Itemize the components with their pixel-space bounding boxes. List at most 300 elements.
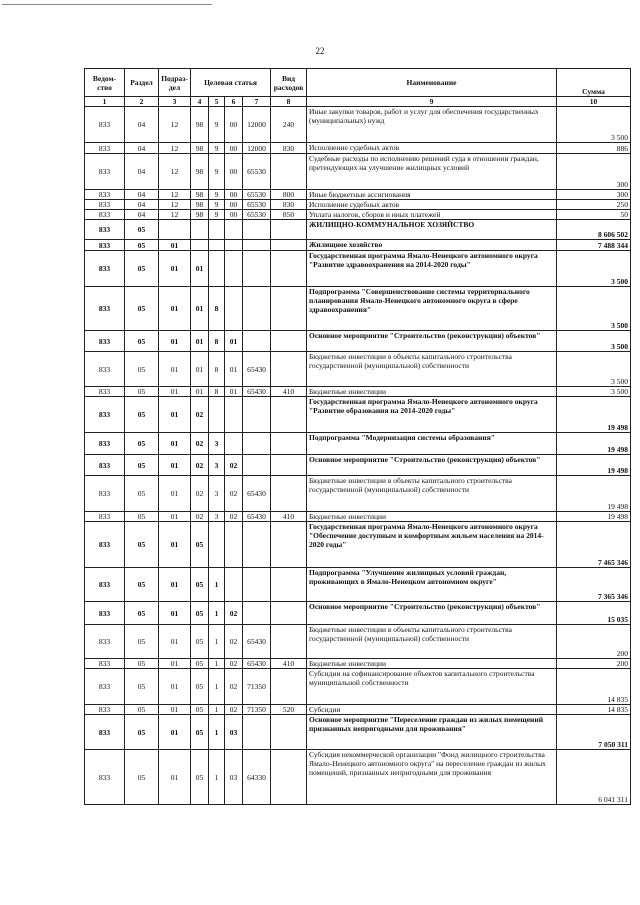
cell-vid-rashodov <box>271 287 307 331</box>
cell-celevaya-4 <box>243 220 271 240</box>
table-row <box>85 397 631 433</box>
cell-vid-rashodov <box>271 220 307 240</box>
cell-naimenovanie: Подпрограмма "Улучшение жилищных условий граждан, проживающих в Ямало-Ненецком автономном округе" <box>307 568 557 602</box>
cell-vid-rashodov <box>271 397 307 433</box>
cell-naimenovanie: Исполнение судебных актов <box>307 143 557 154</box>
cell-celevaya-1: 98 <box>191 154 209 190</box>
cell-razdel: 05 <box>125 669 159 705</box>
cell-summa: 250 <box>557 200 631 210</box>
cell-vedomstvo: 833 <box>85 476 125 512</box>
cell-celevaya-4: 12000 <box>243 107 271 143</box>
col-number: 1 <box>85 97 125 107</box>
cell-podrazdel: 01 <box>159 397 191 433</box>
cell-vid-rashodov <box>271 433 307 455</box>
cell-podrazdel: 12 <box>159 143 191 154</box>
cell-podrazdel: 12 <box>159 154 191 190</box>
page-number: 22 <box>315 46 325 56</box>
cell-vedomstvo: 833 <box>85 397 125 433</box>
cell-podrazdel: 01 <box>159 750 191 805</box>
cell-celevaya-2: 8 <box>209 287 225 331</box>
cell-razdel: 04 <box>125 200 159 210</box>
table-row <box>85 190 631 200</box>
table-row <box>85 331 631 352</box>
cell-vedomstvo: 833 <box>85 240 125 251</box>
cell-naimenovanie: Бюджетные инвестиции <box>307 387 557 397</box>
cell-podrazdel: 12 <box>159 107 191 143</box>
cell-summa: 6 041 311 <box>557 750 631 805</box>
cell-celevaya-4 <box>243 602 271 625</box>
cell-celevaya-3 <box>225 287 243 331</box>
cell-celevaya-1: 02 <box>191 455 209 476</box>
table-row <box>85 433 631 455</box>
col-number: 9 <box>307 97 557 107</box>
cell-summa: 200 <box>557 659 631 669</box>
cell-razdel: 05 <box>125 352 159 387</box>
cell-celevaya-4: 71350 <box>243 705 271 715</box>
cell-celevaya-2 <box>209 240 225 251</box>
cell-celevaya-2: 1 <box>209 669 225 705</box>
cell-razdel: 05 <box>125 750 159 805</box>
cell-celevaya-3: 02 <box>225 625 243 659</box>
cell-vid-rashodov: 410 <box>271 387 307 397</box>
cell-celevaya-1: 05 <box>191 602 209 625</box>
cell-naimenovanie: ЖИЛИЩНО-КОММУНАЛЬНОЕ ХОЗЯЙСТВО <box>307 220 557 240</box>
cell-celevaya-4: 65530 <box>243 210 271 220</box>
cell-razdel: 05 <box>125 220 159 240</box>
cell-celevaya-4 <box>243 251 271 287</box>
cell-naimenovanie: Бюджетные инвестиции в объекты капитального строительства государственной (муниципальной) собственности <box>307 625 557 659</box>
cell-celevaya-1 <box>191 240 209 251</box>
cell-celevaya-3 <box>225 240 243 251</box>
table-header-row <box>85 69 631 97</box>
cell-celevaya-2: 1 <box>209 750 225 805</box>
table-row <box>85 625 631 659</box>
cell-vedomstvo: 833 <box>85 522 125 568</box>
cell-vedomstvo: 833 <box>85 251 125 287</box>
cell-summa: 300 <box>557 154 631 190</box>
col-number: 5 <box>209 97 225 107</box>
cell-summa: 886 <box>557 143 631 154</box>
cell-celevaya-2: 8 <box>209 387 225 397</box>
cell-celevaya-4: 65430 <box>243 476 271 512</box>
cell-vid-rashodov: 830 <box>271 200 307 210</box>
cell-podrazdel: 01 <box>159 659 191 669</box>
cell-naimenovanie: Государственная программа Ямало-Ненецкого автономного округа "Развитие здравоохранения на 2014-2020 годы" <box>307 251 557 287</box>
cell-podrazdel: 12 <box>159 200 191 210</box>
cell-celevaya-1: 98 <box>191 143 209 154</box>
cell-razdel: 04 <box>125 143 159 154</box>
table-row <box>85 287 631 331</box>
cell-vedomstvo: 833 <box>85 750 125 805</box>
cell-celevaya-2: 3 <box>209 455 225 476</box>
cell-vedomstvo: 833 <box>85 210 125 220</box>
cell-podrazdel: 01 <box>159 625 191 659</box>
cell-razdel: 05 <box>125 512 159 522</box>
col-number: 3 <box>159 97 191 107</box>
cell-naimenovanie: Бюджетные инвестиции в объекты капитального строительства государственной (муниципальной) собственности <box>307 476 557 512</box>
cell-razdel: 05 <box>125 331 159 352</box>
cell-vedomstvo: 833 <box>85 331 125 352</box>
cell-celevaya-1: 05 <box>191 625 209 659</box>
cell-celevaya-1: 05 <box>191 715 209 750</box>
cell-vedomstvo: 833 <box>85 287 125 331</box>
table-row <box>85 669 631 705</box>
cell-vid-rashodov <box>271 750 307 805</box>
cell-celevaya-2: 9 <box>209 154 225 190</box>
cell-vedomstvo: 833 <box>85 154 125 190</box>
cell-vid-rashodov <box>271 331 307 352</box>
cell-celevaya-1: 05 <box>191 659 209 669</box>
cell-razdel: 05 <box>125 715 159 750</box>
cell-podrazdel: 01 <box>159 352 191 387</box>
budget-table <box>84 68 631 805</box>
cell-summa: 200 <box>557 625 631 659</box>
cell-summa: 7 050 311 <box>557 715 631 750</box>
cell-naimenovanie: Субсидии <box>307 705 557 715</box>
cell-razdel: 05 <box>125 397 159 433</box>
table-row <box>85 154 631 190</box>
cell-razdel: 04 <box>125 154 159 190</box>
cell-celevaya-3 <box>225 220 243 240</box>
cell-naimenovanie: Судебные расходы по исполнению решений суда в отношении граждан, претендующих на улучшение жилищных условий <box>307 154 557 190</box>
cell-vid-rashodov <box>271 625 307 659</box>
cell-celevaya-2: 1 <box>209 568 225 602</box>
cell-celevaya-1: 05 <box>191 750 209 805</box>
cell-vedomstvo: 833 <box>85 602 125 625</box>
cell-podrazdel: 01 <box>159 476 191 512</box>
header-vid-rashodov: Вид расходов <box>271 69 307 97</box>
cell-vid-rashodov: 240 <box>271 107 307 143</box>
cell-razdel: 05 <box>125 387 159 397</box>
cell-vedomstvo: 833 <box>85 200 125 210</box>
cell-podrazdel: 01 <box>159 602 191 625</box>
cell-summa: 19 498 <box>557 512 631 522</box>
cell-celevaya-4: 65430 <box>243 512 271 522</box>
cell-razdel: 05 <box>125 659 159 669</box>
cell-celevaya-3: 02 <box>225 455 243 476</box>
cell-summa: 15 035 <box>557 602 631 625</box>
cell-naimenovanie: Подпрограмма "Модернизация системы образования" <box>307 433 557 455</box>
col-number: 8 <box>271 97 307 107</box>
cell-celevaya-2: 1 <box>209 715 225 750</box>
table-row <box>85 220 631 240</box>
cell-podrazdel: 12 <box>159 190 191 200</box>
cell-vid-rashodov <box>271 352 307 387</box>
cell-naimenovanie: Государственная программа Ямало-Ненецкого автономного округа "Развитие образования на 2014-2020 годы" <box>307 397 557 433</box>
cell-celevaya-2: 9 <box>209 190 225 200</box>
table-row <box>85 715 631 750</box>
cell-vid-rashodov <box>271 522 307 568</box>
cell-razdel: 05 <box>125 240 159 251</box>
cell-naimenovanie: Жилищное хозяйство <box>307 240 557 251</box>
cell-razdel: 05 <box>125 625 159 659</box>
cell-vedomstvo: 833 <box>85 352 125 387</box>
cell-celevaya-1: 05 <box>191 705 209 715</box>
cell-summa: 19 498 <box>557 455 631 476</box>
cell-vid-rashodov <box>271 476 307 512</box>
header-summa: Сумма <box>557 69 631 97</box>
cell-summa: 3 500 <box>557 251 631 287</box>
cell-vedomstvo: 833 <box>85 512 125 522</box>
table-row <box>85 602 631 625</box>
table-row <box>85 455 631 476</box>
cell-celevaya-3: 02 <box>225 602 243 625</box>
cell-celevaya-2: 1 <box>209 602 225 625</box>
cell-naimenovanie: Субсидия некоммерческой организации "Фонд жилищного строительства Ямало-Ненецкого автономного округа" на переселение граждан из жилых помещений, признанных непригодными для проживания <box>307 750 557 805</box>
cell-celevaya-3: 02 <box>225 659 243 669</box>
cell-vedomstvo: 833 <box>85 433 125 455</box>
column-numbers-row <box>85 97 631 107</box>
cell-vid-rashodov: 800 <box>271 190 307 200</box>
cell-podrazdel: 01 <box>159 669 191 705</box>
cell-vid-rashodov: 850 <box>271 210 307 220</box>
table-row <box>85 200 631 210</box>
header-vedomstvo: Ведом-ство <box>85 69 125 97</box>
cell-celevaya-2: 1 <box>209 659 225 669</box>
table-row <box>85 750 631 805</box>
cell-vid-rashodov <box>271 251 307 287</box>
cell-celevaya-3: 00 <box>225 210 243 220</box>
cell-naimenovanie: Бюджетные инвестиции <box>307 512 557 522</box>
table-row <box>85 251 631 287</box>
cell-celevaya-1: 05 <box>191 568 209 602</box>
cell-summa: 19 498 <box>557 476 631 512</box>
cell-summa: 300 <box>557 190 631 200</box>
cell-naimenovanie: Бюджетные инвестиции в объекты капитального строительства государственной (муниципальной) собственности <box>307 352 557 387</box>
cell-naimenovanie: Основное мероприятие "Строительство (реконструкция) объектов" <box>307 602 557 625</box>
header-naimenovanie: Наименование <box>307 69 557 97</box>
cell-summa: 7 465 346 <box>557 522 631 568</box>
cell-celevaya-4: 65430 <box>243 352 271 387</box>
cell-vid-rashodov <box>271 602 307 625</box>
cell-celevaya-3: 02 <box>225 705 243 715</box>
cell-celevaya-4 <box>243 455 271 476</box>
cell-podrazdel: 01 <box>159 705 191 715</box>
cell-celevaya-4 <box>243 715 271 750</box>
cell-celevaya-2: 9 <box>209 143 225 154</box>
cell-celevaya-1: 05 <box>191 669 209 705</box>
cell-podrazdel: 12 <box>159 210 191 220</box>
cell-celevaya-1: 01 <box>191 251 209 287</box>
table-row <box>85 107 631 143</box>
cell-celevaya-3: 02 <box>225 669 243 705</box>
cell-celevaya-4 <box>243 522 271 568</box>
table-row <box>85 705 631 715</box>
cell-vid-rashodov <box>271 568 307 602</box>
cell-naimenovanie: Основное мероприятие "Переселение граждан из жилых помещений признанных непригодными для проживания" <box>307 715 557 750</box>
cell-vedomstvo: 833 <box>85 143 125 154</box>
cell-vedomstvo: 833 <box>85 669 125 705</box>
cell-celevaya-1: 05 <box>191 522 209 568</box>
cell-celevaya-4: 65430 <box>243 387 271 397</box>
cell-summa: 14 835 <box>557 669 631 705</box>
cell-celevaya-3: 00 <box>225 107 243 143</box>
cell-razdel: 04 <box>125 107 159 143</box>
cell-celevaya-3 <box>225 433 243 455</box>
cell-celevaya-3: 01 <box>225 331 243 352</box>
cell-vedomstvo: 833 <box>85 659 125 669</box>
cell-celevaya-2: 8 <box>209 352 225 387</box>
cell-celevaya-1: 01 <box>191 331 209 352</box>
cell-razdel: 05 <box>125 522 159 568</box>
col-number: 7 <box>243 97 271 107</box>
table-row <box>85 240 631 251</box>
cell-summa: 8 606 502 <box>557 220 631 240</box>
cell-summa: 3 500 <box>557 331 631 352</box>
cell-celevaya-2: 9 <box>209 200 225 210</box>
table-row <box>85 476 631 512</box>
cell-vid-rashodov: 520 <box>271 705 307 715</box>
header-podrazdel: Подраз-дел <box>159 69 191 97</box>
cell-celevaya-3 <box>225 568 243 602</box>
cell-celevaya-3: 00 <box>225 190 243 200</box>
cell-celevaya-3: 02 <box>225 476 243 512</box>
cell-naimenovanie: Основное мероприятие "Строительство (реконструкция) объектов" <box>307 455 557 476</box>
cell-podrazdel <box>159 220 191 240</box>
cell-vedomstvo: 833 <box>85 455 125 476</box>
table-row <box>85 352 631 387</box>
cell-vid-rashodov <box>271 669 307 705</box>
cell-podrazdel: 01 <box>159 240 191 251</box>
col-number: 10 <box>557 97 631 107</box>
cell-podrazdel: 01 <box>159 455 191 476</box>
cell-razdel: 05 <box>125 705 159 715</box>
cell-vid-rashodov <box>271 240 307 251</box>
cell-celevaya-1: 01 <box>191 387 209 397</box>
cell-razdel: 05 <box>125 602 159 625</box>
cell-podrazdel: 01 <box>159 568 191 602</box>
cell-celevaya-1: 01 <box>191 352 209 387</box>
cell-razdel: 04 <box>125 210 159 220</box>
cell-celevaya-4 <box>243 240 271 251</box>
cell-summa: 7 488 344 <box>557 240 631 251</box>
cell-celevaya-4: 65430 <box>243 625 271 659</box>
cell-razdel: 04 <box>125 190 159 200</box>
cell-razdel: 05 <box>125 476 159 512</box>
cell-celevaya-1: 01 <box>191 287 209 331</box>
header-celevaya-statya: Целевая статья <box>191 69 271 97</box>
cell-celevaya-4: 64330 <box>243 750 271 805</box>
cell-podrazdel: 01 <box>159 512 191 522</box>
cell-celevaya-3: 00 <box>225 143 243 154</box>
cell-celevaya-2: 9 <box>209 107 225 143</box>
cell-celevaya-4 <box>243 433 271 455</box>
cell-celevaya-4 <box>243 331 271 352</box>
cell-celevaya-2: 3 <box>209 512 225 522</box>
cell-celevaya-3: 01 <box>225 352 243 387</box>
col-number: 4 <box>191 97 209 107</box>
cell-summa: 3 500 <box>557 107 631 143</box>
cell-summa: 14 835 <box>557 705 631 715</box>
cell-celevaya-1: 98 <box>191 107 209 143</box>
cell-summa: 7 365 346 <box>557 568 631 602</box>
cell-celevaya-2: 9 <box>209 210 225 220</box>
cell-naimenovanie: Уплата налогов, сборов и иных платежей <box>307 210 557 220</box>
cell-summa: 19 498 <box>557 397 631 433</box>
cell-celevaya-4: 65530 <box>243 200 271 210</box>
cell-vid-rashodov <box>271 154 307 190</box>
cell-podrazdel: 01 <box>159 331 191 352</box>
cell-celevaya-4: 65430 <box>243 659 271 669</box>
cell-celevaya-1: 02 <box>191 512 209 522</box>
table-row <box>85 143 631 154</box>
cell-celevaya-4 <box>243 287 271 331</box>
cell-celevaya-2 <box>209 397 225 433</box>
cell-razdel: 05 <box>125 568 159 602</box>
cell-celevaya-2: 8 <box>209 331 225 352</box>
cell-razdel: 05 <box>125 287 159 331</box>
cell-celevaya-3 <box>225 251 243 287</box>
cell-celevaya-3: 00 <box>225 200 243 210</box>
cell-podrazdel: 01 <box>159 251 191 287</box>
table-row <box>85 568 631 602</box>
cell-celevaya-2: 3 <box>209 476 225 512</box>
cell-naimenovanie: Основное мероприятие "Строительство (реконструкция) объектов" <box>307 331 557 352</box>
cell-celevaya-1: 98 <box>191 190 209 200</box>
cell-vedomstvo: 833 <box>85 568 125 602</box>
cell-vedomstvo: 833 <box>85 625 125 659</box>
cell-celevaya-3 <box>225 522 243 568</box>
cell-podrazdel: 01 <box>159 433 191 455</box>
cell-celevaya-4 <box>243 568 271 602</box>
cell-naimenovanie: Иные закупки товаров, работ и услуг для обеспечения государственных (муниципальных) нужд <box>307 107 557 143</box>
cell-vedomstvo: 833 <box>85 705 125 715</box>
cell-celevaya-4: 65530 <box>243 154 271 190</box>
cell-summa: 19 498 <box>557 433 631 455</box>
cell-summa: 3 500 <box>557 287 631 331</box>
cell-podrazdel: 01 <box>159 387 191 397</box>
cell-naimenovanie: Субсидии на софинансирование объектов капитального строительства муниципальной собственности <box>307 669 557 705</box>
cell-celevaya-1: 98 <box>191 200 209 210</box>
header-razdel: Раздел <box>125 69 159 97</box>
cell-celevaya-2: 3 <box>209 433 225 455</box>
cell-celevaya-4: 71350 <box>243 669 271 705</box>
cell-vid-rashodov: 830 <box>271 143 307 154</box>
cell-razdel: 05 <box>125 455 159 476</box>
cell-podrazdel: 01 <box>159 287 191 331</box>
cell-celevaya-3: 03 <box>225 750 243 805</box>
cell-celevaya-2: 1 <box>209 705 225 715</box>
cell-celevaya-1: 98 <box>191 210 209 220</box>
cell-celevaya-3: 02 <box>225 512 243 522</box>
cell-naimenovanie: Бюджетные инвестиции <box>307 659 557 669</box>
cell-celevaya-3 <box>225 397 243 433</box>
table-row <box>85 387 631 397</box>
cell-celevaya-1: 02 <box>191 433 209 455</box>
table-body <box>85 107 631 805</box>
cell-podrazdel: 01 <box>159 522 191 568</box>
col-number: 6 <box>225 97 243 107</box>
cell-razdel: 05 <box>125 433 159 455</box>
cell-celevaya-1: 02 <box>191 397 209 433</box>
cell-celevaya-1: 02 <box>191 476 209 512</box>
cell-vid-rashodov <box>271 455 307 476</box>
cell-celevaya-2 <box>209 251 225 287</box>
cell-celevaya-2 <box>209 220 225 240</box>
cell-vid-rashodov: 410 <box>271 512 307 522</box>
cell-celevaya-3: 00 <box>225 154 243 190</box>
cell-vedomstvo: 833 <box>85 190 125 200</box>
cell-celevaya-2 <box>209 522 225 568</box>
cell-naimenovanie: Подпрограмма "Совершенствование системы территориального планирования Ямало-Ненецкого автономного округа в сфере здравоохранения" <box>307 287 557 331</box>
cell-summa: 3 500 <box>557 352 631 387</box>
cell-vedomstvo: 833 <box>85 107 125 143</box>
cell-naimenovanie: Исполнение судебных актов <box>307 200 557 210</box>
cell-vid-rashodov <box>271 715 307 750</box>
table-row <box>85 210 631 220</box>
cell-vedomstvo: 833 <box>85 387 125 397</box>
table-row <box>85 512 631 522</box>
